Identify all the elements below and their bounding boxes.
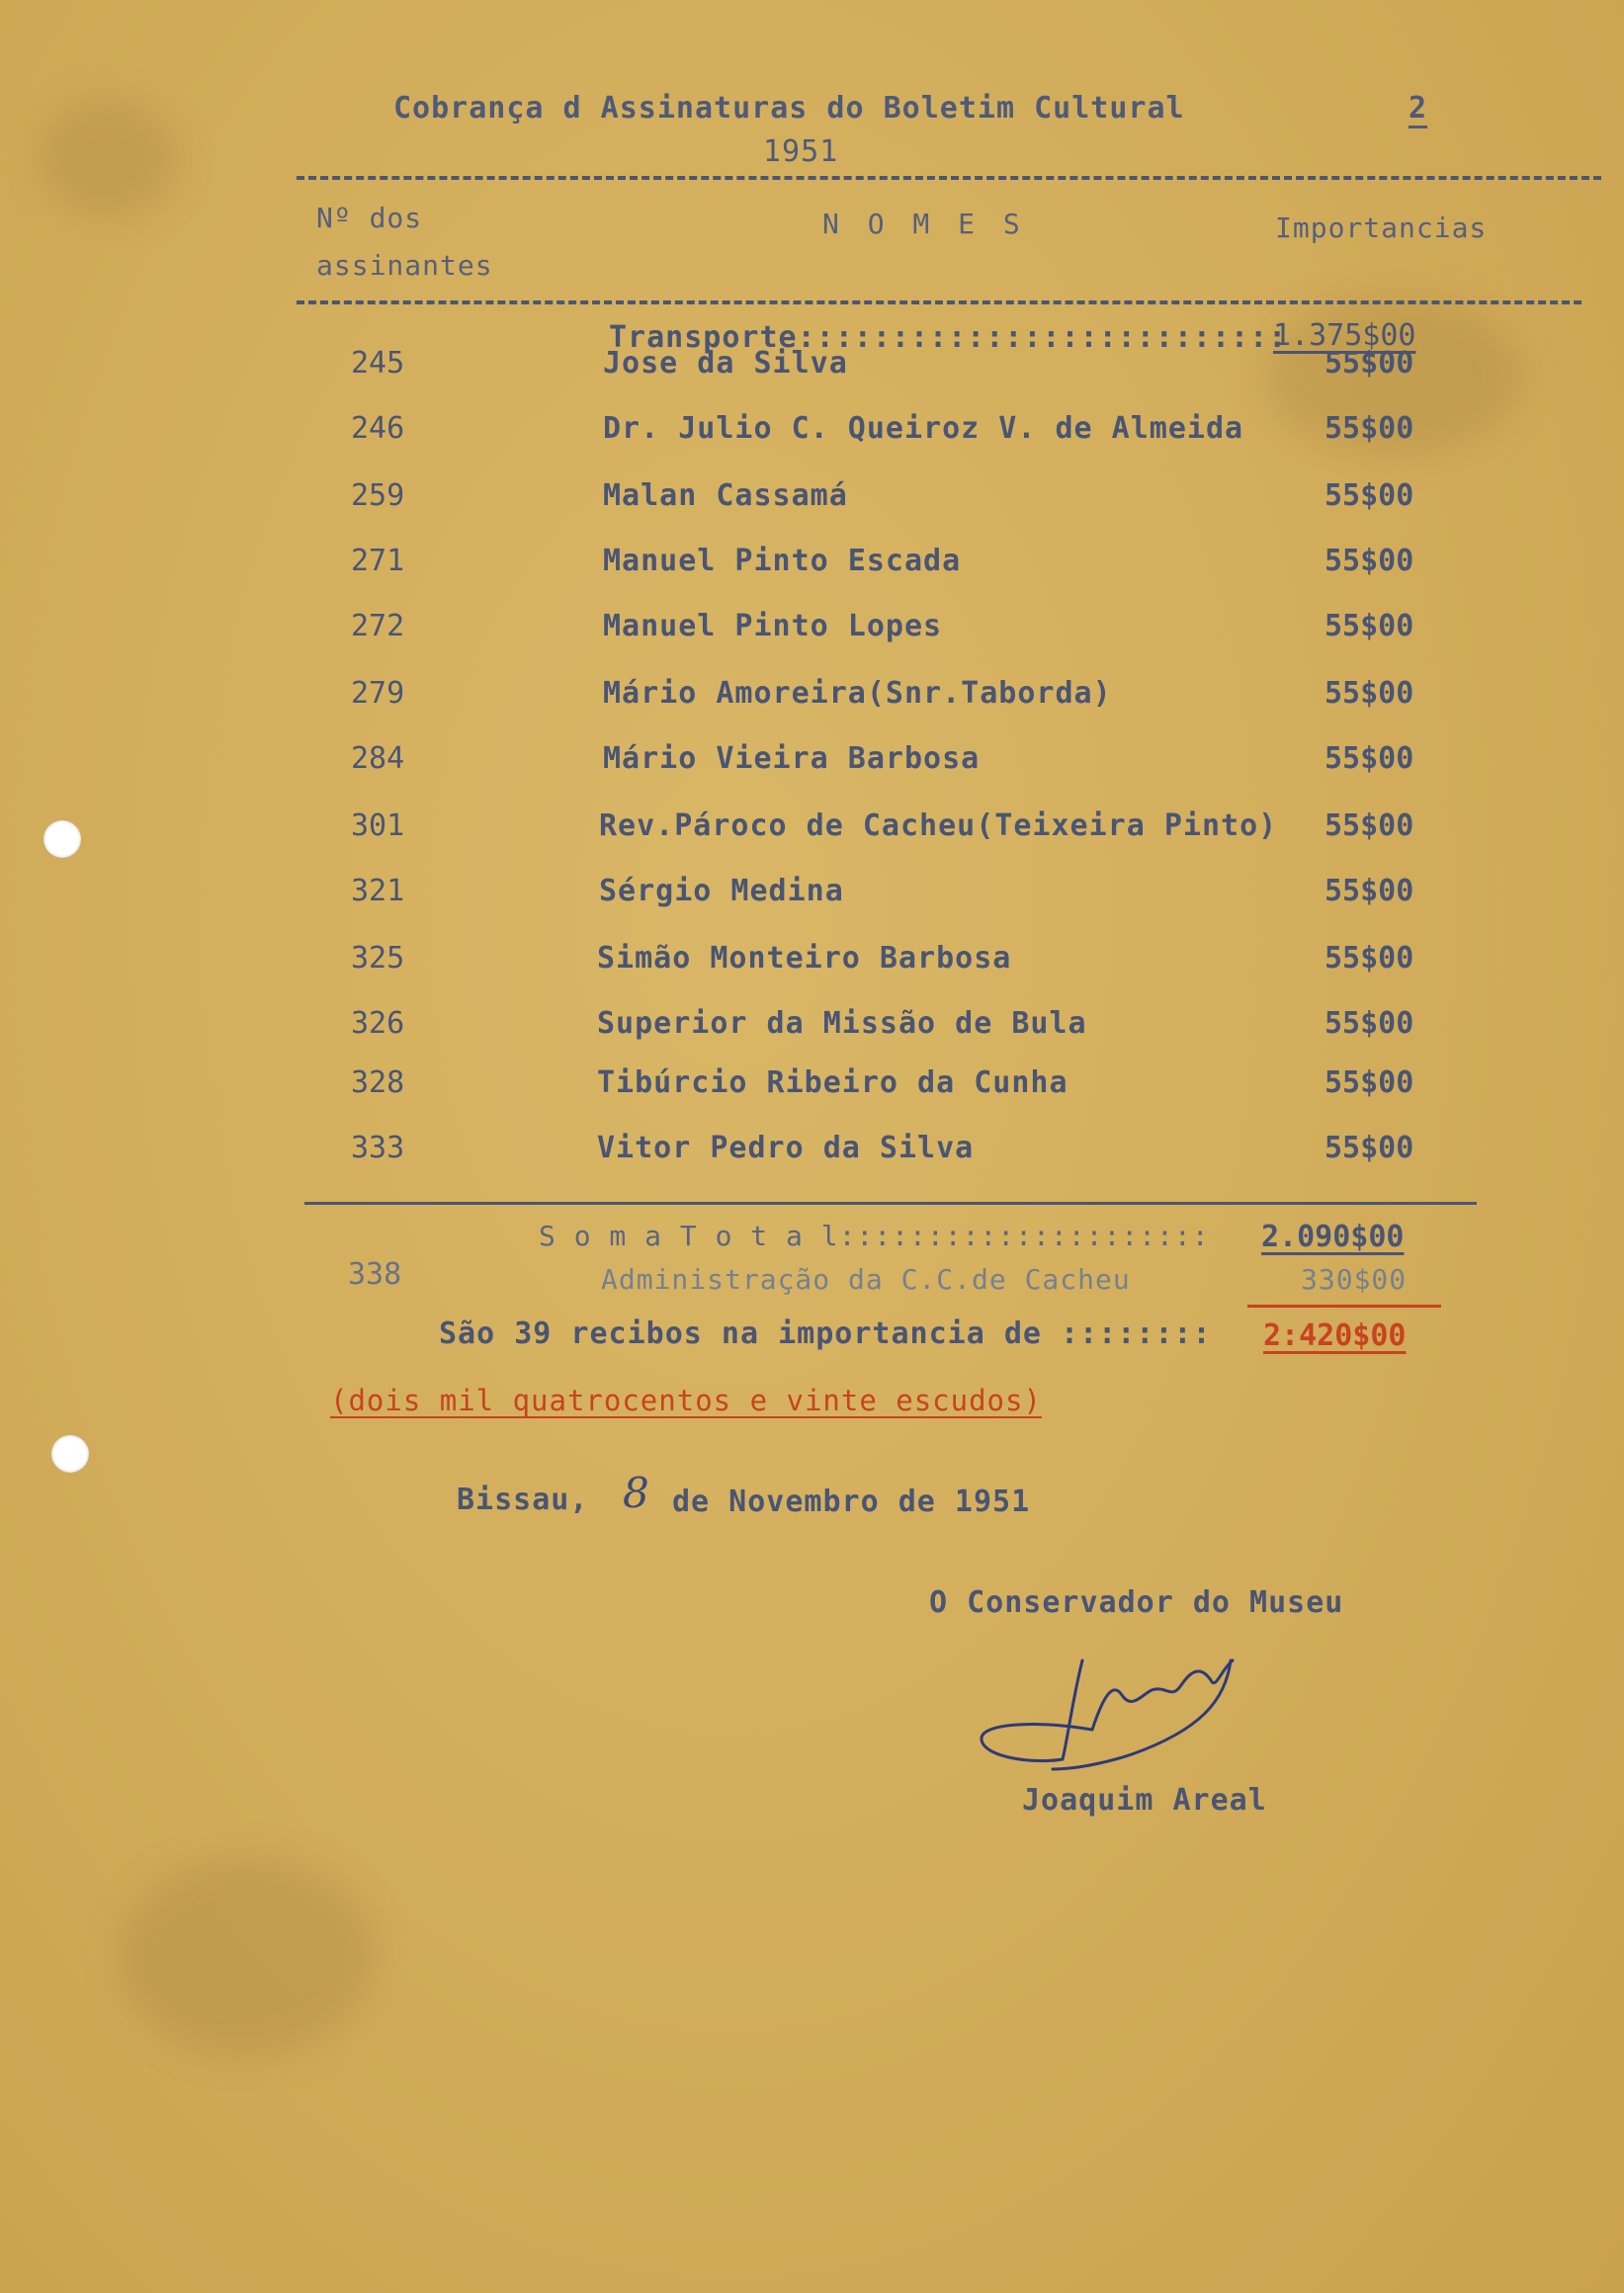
row-number: 333 xyxy=(351,1131,405,1165)
row-amount: 55$00 xyxy=(1325,741,1414,776)
column-header-importancias: Importancias xyxy=(1275,212,1488,244)
row-name: Manuel Pinto Lopes xyxy=(603,609,943,643)
row-name: Dr. Julio C. Queiroz V. de Almeida xyxy=(603,411,1244,446)
row-amount: 55$00 xyxy=(1325,941,1414,976)
soma-total-label: S o m a T o t a l::::::::::::::::::::: xyxy=(539,1220,1210,1252)
row-number: 284 xyxy=(351,741,405,776)
row-number: 271 xyxy=(351,544,405,578)
row-name: Malan Cassamá xyxy=(603,478,848,513)
admin-amount: 330$00 xyxy=(1301,1263,1408,1296)
row-amount: 55$00 xyxy=(1325,544,1414,578)
row-name: Manuel Pinto Escada xyxy=(603,544,962,578)
date-day-handwritten: 8 xyxy=(623,1469,649,1517)
row-number: 245 xyxy=(351,346,405,381)
row-name: Jose da Silva xyxy=(603,346,848,381)
row-number: 259 xyxy=(351,478,405,513)
row-number: 325 xyxy=(351,941,405,976)
row-amount: 55$00 xyxy=(1325,346,1414,381)
transporte-label: Transporte:::::::::::::::::::::::::: xyxy=(609,320,1288,355)
place: Bissau, xyxy=(457,1483,589,1517)
paper-stain xyxy=(119,1858,376,2056)
amount-in-words: (dois mil quatrocentos e vinte escudos) xyxy=(330,1384,1042,1417)
table-row xyxy=(0,478,1624,526)
table-row xyxy=(0,609,1624,656)
row-name: Superior da Missão de Bula xyxy=(597,1006,1087,1041)
document-title: Cobrança d Assinaturas do Boletim Cultural xyxy=(393,91,1185,126)
row-amount: 55$00 xyxy=(1325,1065,1414,1100)
paper-stain xyxy=(40,99,178,217)
total-divider xyxy=(304,1202,1477,1205)
admin-underline xyxy=(1247,1305,1441,1308)
row-name: Mário Vieira Barbosa xyxy=(603,741,981,776)
admin-number: 338 xyxy=(348,1257,402,1292)
row-amount: 55$00 xyxy=(1325,411,1414,446)
table-row xyxy=(0,346,1624,393)
table-row xyxy=(0,874,1624,921)
row-amount: 55$00 xyxy=(1325,676,1414,711)
table-row xyxy=(0,941,1624,988)
recibos-amount: 2:420$00 xyxy=(1263,1318,1407,1353)
row-amount: 55$00 xyxy=(1325,609,1414,643)
row-amount: 55$00 xyxy=(1325,1131,1414,1165)
row-name: Rev.Pároco de Cacheu(Teixeira Pinto) xyxy=(599,808,1278,843)
date-rest: de Novembro de 1951 xyxy=(672,1485,1031,1519)
row-amount: 55$00 xyxy=(1325,874,1414,908)
row-number: 246 xyxy=(351,411,405,446)
row-amount: 55$00 xyxy=(1325,478,1414,513)
row-name: Sérgio Medina xyxy=(599,874,844,908)
row-number: 328 xyxy=(351,1065,405,1100)
table-row xyxy=(0,741,1624,789)
document-year: 1951 xyxy=(763,134,839,169)
signature-name: Joaquim Areal xyxy=(1022,1783,1267,1818)
recibos-text: São 39 recibos na importancia de :::::::: xyxy=(439,1316,1212,1351)
column-header-nomes: N O M E S xyxy=(822,208,1026,240)
table-row xyxy=(0,676,1624,723)
row-name: Tibúrcio Ribeiro da Cunha xyxy=(597,1065,1068,1100)
row-amount: 55$00 xyxy=(1325,1006,1414,1041)
header-divider xyxy=(297,176,1601,180)
row-number: 326 xyxy=(351,1006,405,1041)
table-row xyxy=(0,808,1624,856)
table-row xyxy=(0,1131,1624,1178)
handwritten-signature xyxy=(974,1641,1250,1789)
row-number: 301 xyxy=(351,808,405,843)
column-header-numero-line2: assinantes xyxy=(316,249,493,282)
signature-role: O Conservador do Museu xyxy=(929,1585,1344,1620)
soma-total-amount: 2.090$00 xyxy=(1261,1220,1405,1254)
punch-hole xyxy=(51,1435,89,1473)
transporte-amount: 1.375$00 xyxy=(1273,318,1416,353)
row-name: Simão Monteiro Barbosa xyxy=(597,941,1012,976)
row-name: Mário Amoreira(Snr.Taborda) xyxy=(603,676,1112,711)
page-number: 2 xyxy=(1409,91,1428,126)
table-row xyxy=(0,544,1624,591)
row-number: 272 xyxy=(351,609,405,643)
table-row xyxy=(0,1006,1624,1054)
column-header-numero: Nº dos xyxy=(316,202,423,234)
row-amount: 55$00 xyxy=(1325,808,1414,843)
row-number: 321 xyxy=(351,874,405,908)
admin-name: Administração da C.C.de Cacheu xyxy=(601,1263,1131,1296)
row-name: Vitor Pedro da Silva xyxy=(597,1131,975,1165)
columns-divider xyxy=(297,300,1581,304)
row-number: 279 xyxy=(351,676,405,711)
table-row xyxy=(0,411,1624,459)
table-row xyxy=(0,1065,1624,1113)
